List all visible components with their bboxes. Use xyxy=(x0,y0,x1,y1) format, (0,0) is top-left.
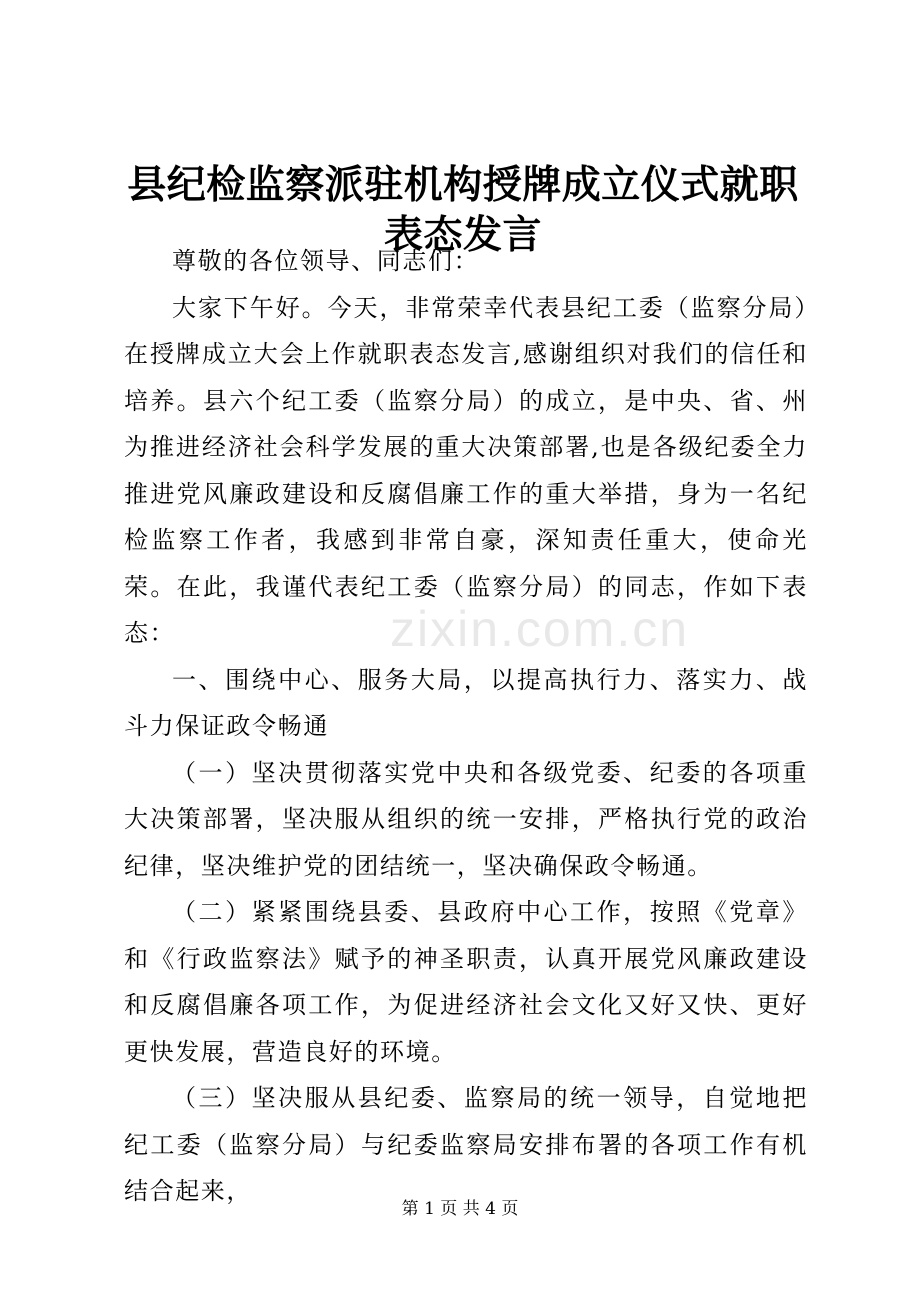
item-paragraph-2: （二）紧紧围绕县委、县政府中心工作，按照《党章》和《行政监察法》赋予的神圣职责，认真开展党风廉政建设和反腐倡廉各项工作，为促进经济社会文化又好又快、更好更快发展，营造良好的环境。 xyxy=(124,898,808,1066)
document-body xyxy=(124,238,808,1215)
section-heading-1: 一、围绕中心、服务大局，以提高执行力、落实力、战斗力保证政令畅通 xyxy=(124,665,808,740)
opening-paragraph: 大家下午好。今天，非常荣幸代表县纪工委（监察分局）在授牌成立大会上作就职表态发言,感谢组织对我们的信任和培养。县六个纪工委（监察分局）的成立，是中央、省、州为推进经济社会科学发展的重大决策部署,也是各级纪委全力推进党风廉政建设和反腐倡廉工作的重大举措，身为一名纪检监察工作者，我感到非常自豪，深知责任重大，使命光荣。在此，我谨代表纪工委（监察分局）的同志，作如下表态： xyxy=(124,293,808,647)
page-number-footer: 第 1 页 共 4 页 xyxy=(401,1199,519,1219)
item-paragraph-1: （一）坚决贯彻落实党中央和各级党委、纪委的各项重大决策部署，坚决服从组织的统一安排，严格执行党的政治纪律，坚决维护党的团结统一，坚决确保政令畅通。 xyxy=(124,758,808,880)
watermark: zixin.com.cn xyxy=(390,601,690,657)
document-title: 县纪检监察派驻机构授牌成立仪式就职表态发言 xyxy=(127,162,799,258)
salutation-paragraph: 尊敬的各位领导、同志们： xyxy=(172,247,480,275)
item-paragraph-3: （三）坚决服从县纪委、监察局的统一领导，自觉地把纪工委（监察分局）与纪委监察局安排布署的各项工作有机结合起来， xyxy=(124,1084,808,1205)
